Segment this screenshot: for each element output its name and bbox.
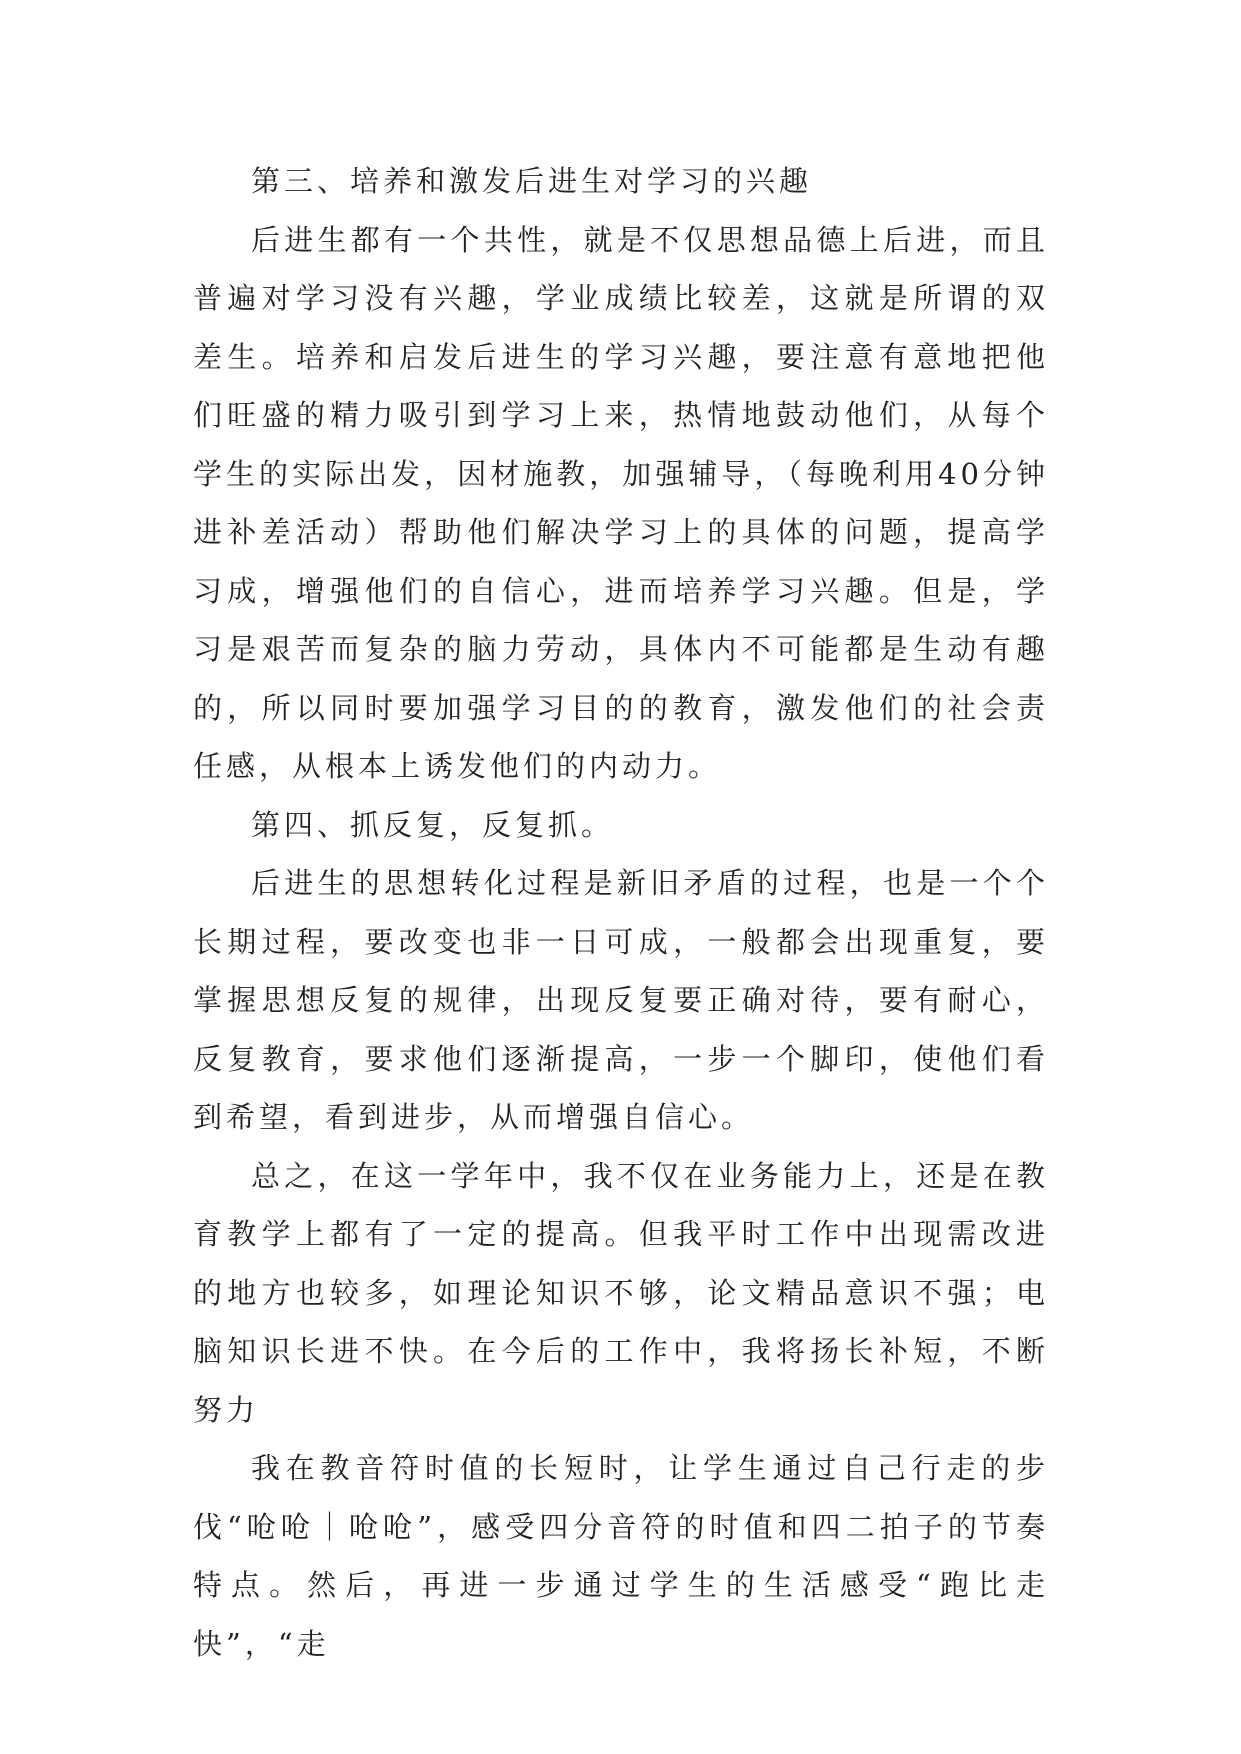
section-heading-3: 第三、培养和激发后进生对学习的兴趣 [251, 164, 813, 198]
body-paragraph: 后进生都有一个共性，就是不仅思想品德上后进，而且普遍对学习没有兴趣，学业成绩比较差，这就是所谓的双差生。培养和启发后进生的学习兴趣，要注意有意地把他们旺盛的精力吸引到学习上来，热情地鼓动他们，从每个学生的实际出发，因材施教，加强辅导，（每晚利用40分钟进补差活动）帮助他们解决学习上的具体的问题，提高学习成，增强他们的自信心，进而培养学习兴趣。但是，学习是艰苦而复杂的脑力劳动，具体内不可能都是生动有趣的，所以同时要加强学习目的的教育，激发他们的社会责任感，从根本上诱发他们的内动力。 [193, 222, 1049, 783]
body-paragraph: 我在教音符时值的长短时，让学生通过自己行走的步伐“呛呛｜呛呛”，感受四分音符的时值和四二拍子的节奏特点。然后，再进一步通过学生的生活感受“跑比走快”，“走 [193, 1451, 1049, 1661]
body-paragraph: 总之，在这一学年中，我不仅在业务能力上，还是在教育教学上都有了一定的提高。但我平时工作中出现需改进的地方也较多，如理论知识不够，论文精品意识不强；电脑知识长进不快。在今后的工作中，我将扬长补短，不断努力 [193, 1158, 1049, 1427]
section-heading-4: 第四、抓反复，反复抓。 [251, 807, 615, 842]
document-body [193, 152, 1049, 1673]
body-paragraph: 后进生的思想转化过程是新旧矛盾的过程，也是一个个长期过程，要改变也非一日可成，一般都会出现重复，要掌握思想反复的规律，出现反复要正确对待，要有耐心，反复教育，要求他们逐渐提高，一步一个脚印，使他们看到希望，看到进步，从而增强自信心。 [193, 866, 1049, 1134]
